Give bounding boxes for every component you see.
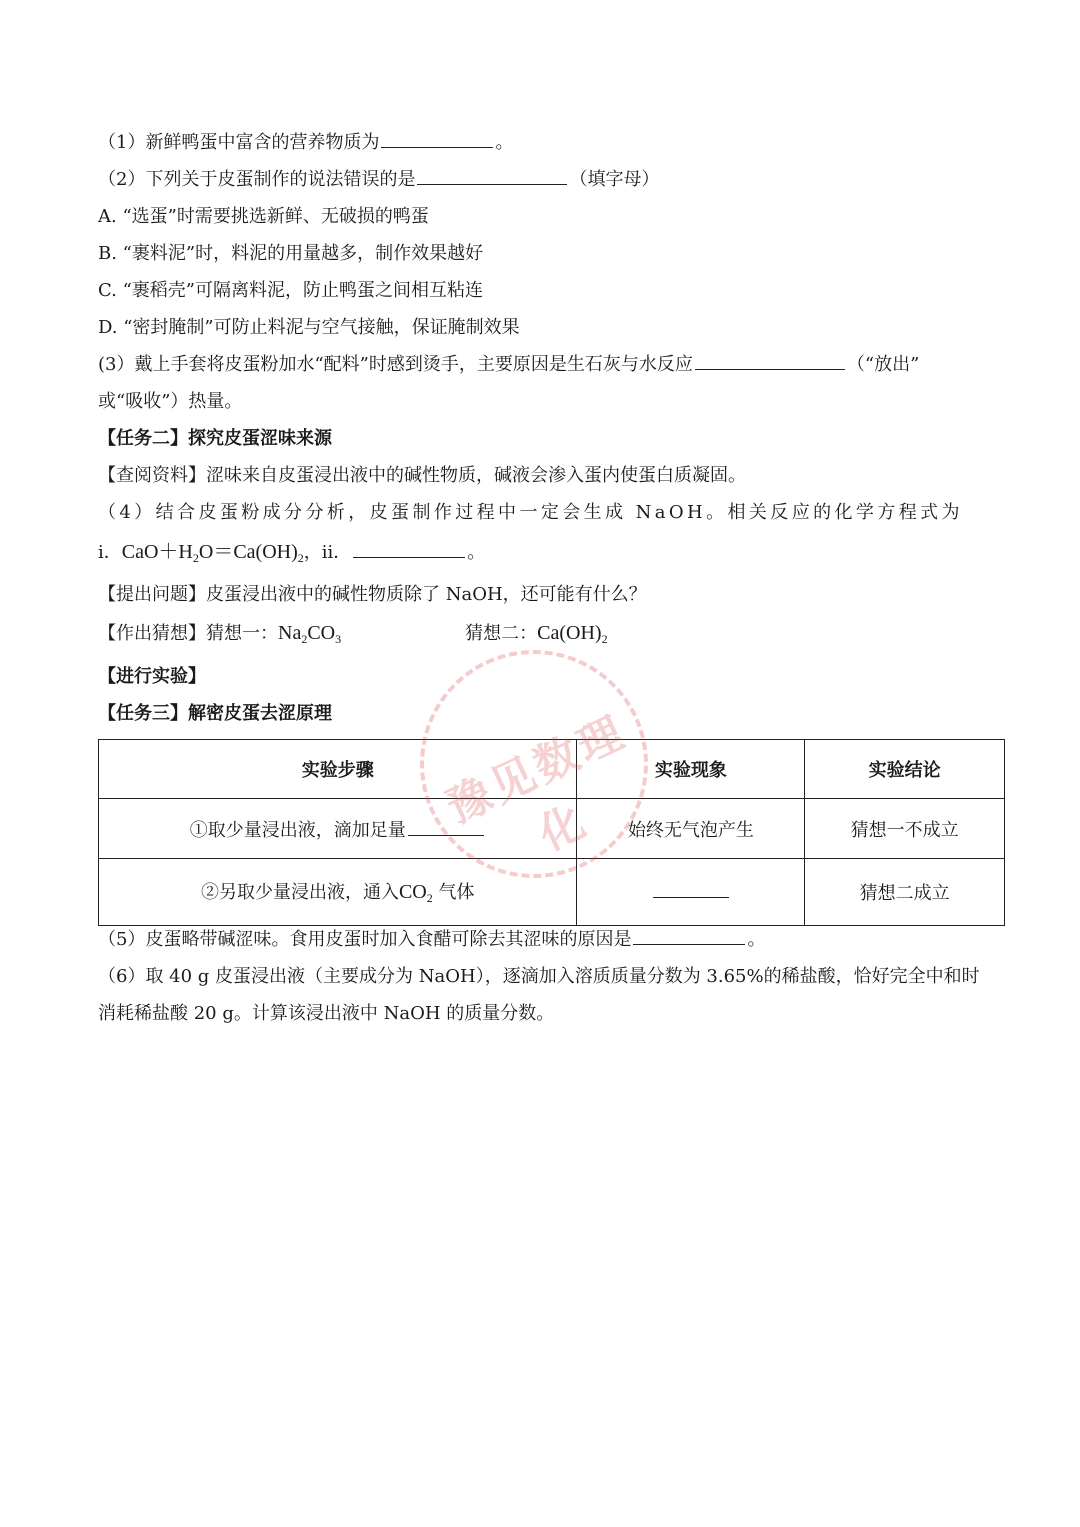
option-d: D. “密封腌制”可防止料泥与空气接触，保证腌制效果 xyxy=(98,317,520,338)
row1-step: ①取少量浸出液，滴加足量 xyxy=(99,799,577,859)
table-header-row xyxy=(99,740,1005,799)
answer-blank-5[interactable] xyxy=(633,928,745,945)
task-3-heading: 【任务三】解密皮蛋去涩原理 xyxy=(98,703,332,724)
question-3: (3）戴上手套将皮蛋粉加水“配料”时感到烫手，主要原因是生石灰与水反应 （“放出” xyxy=(98,354,920,375)
header-conclusion: 实验结论 xyxy=(805,740,1005,799)
option-b: B. “裹料泥”时，料泥的用量越多，制作效果越好 xyxy=(98,243,484,264)
question-1: （1）新鲜鸭蛋中富含的营养物质为 。 xyxy=(98,132,514,153)
equation-formula: $CaO+H_2O=Ca(OH)_2$ xyxy=(121,541,304,565)
hypothesis-line: 【作出猜想】猜想一：$Na_2CO_3$ 猜想二：$Ca(OH)_2$ xyxy=(98,622,608,646)
row2-phenomenon xyxy=(577,859,805,926)
question-3-line2: 或“吸收”）热量。 xyxy=(98,391,243,412)
watermark-text: 豫见数理化 xyxy=(438,706,635,862)
option-a: A. “选蛋”时需要挑选新鲜、无破损的鸭蛋 xyxy=(98,206,429,227)
hypothesis-1-formula: $Na_2CO_3$ xyxy=(278,622,342,646)
header-phenomenon: 实验现象 xyxy=(577,740,805,799)
equation-line: i．$CaO+H_2O=Ca(OH)_2$，ii． 。 xyxy=(98,541,486,565)
experiment-heading: 【进行实验】 xyxy=(98,666,206,687)
question-2: （2）下列关于皮蛋制作的说法错误的是 （填字母） xyxy=(98,169,660,190)
question-4: （4）结合皮蛋粉成分分析，皮蛋制作过程中一定会生成 NaOH。相关反应的化学方程式为 xyxy=(98,502,963,523)
table-row xyxy=(99,859,1005,926)
answer-blank-table-1[interactable] xyxy=(408,819,484,836)
question-heading: 【提出问题】皮蛋浸出液中的碱性物质除了 NaOH，还可能有什么？ xyxy=(98,584,647,605)
experiment-table xyxy=(98,739,1005,926)
answer-blank-2[interactable] xyxy=(417,168,567,185)
answer-blank-1[interactable] xyxy=(381,131,493,148)
row2-conclusion: 猜想二成立 xyxy=(805,859,1005,926)
question-6: （6）取 40 g 皮蛋浸出液（主要成分为 NaOH），逐滴加入溶质质量分数为 3.65%的稀盐酸，恰好完全中和时 xyxy=(98,966,980,987)
reference-info: 【查阅资料】涩味来自皮蛋浸出液中的碱性物质，碱液会渗入蛋内使蛋白质凝固。 xyxy=(98,465,746,486)
answer-blank-table-2[interactable] xyxy=(653,881,729,898)
row1-phenomenon: 始终无气泡产生 xyxy=(577,799,805,859)
option-c: C. “裹稻壳”可隔离料泥，防止鸭蛋之间相互粘连 xyxy=(98,280,483,301)
answer-blank-3[interactable] xyxy=(695,353,845,370)
header-step: 实验步骤 xyxy=(99,740,577,799)
question-5: （5）皮蛋略带碱涩味。食用皮蛋时加入食醋可除去其涩味的原因是 。 xyxy=(98,929,766,950)
row2-step: ②另取少量浸出液，通入$CO_2$ 气体 xyxy=(99,859,577,926)
table-row xyxy=(99,799,1005,859)
answer-blank-4[interactable] xyxy=(353,541,465,558)
question-6-line2: 消耗稀盐酸 20 g。计算该浸出液中 NaOH 的质量分数。 xyxy=(98,1003,555,1024)
row1-conclusion: 猜想一不成立 xyxy=(805,799,1005,859)
task-2-heading: 【任务二】探究皮蛋涩味来源 xyxy=(98,428,332,449)
hypothesis-2-formula: $Ca(OH)_2$ xyxy=(537,622,608,646)
